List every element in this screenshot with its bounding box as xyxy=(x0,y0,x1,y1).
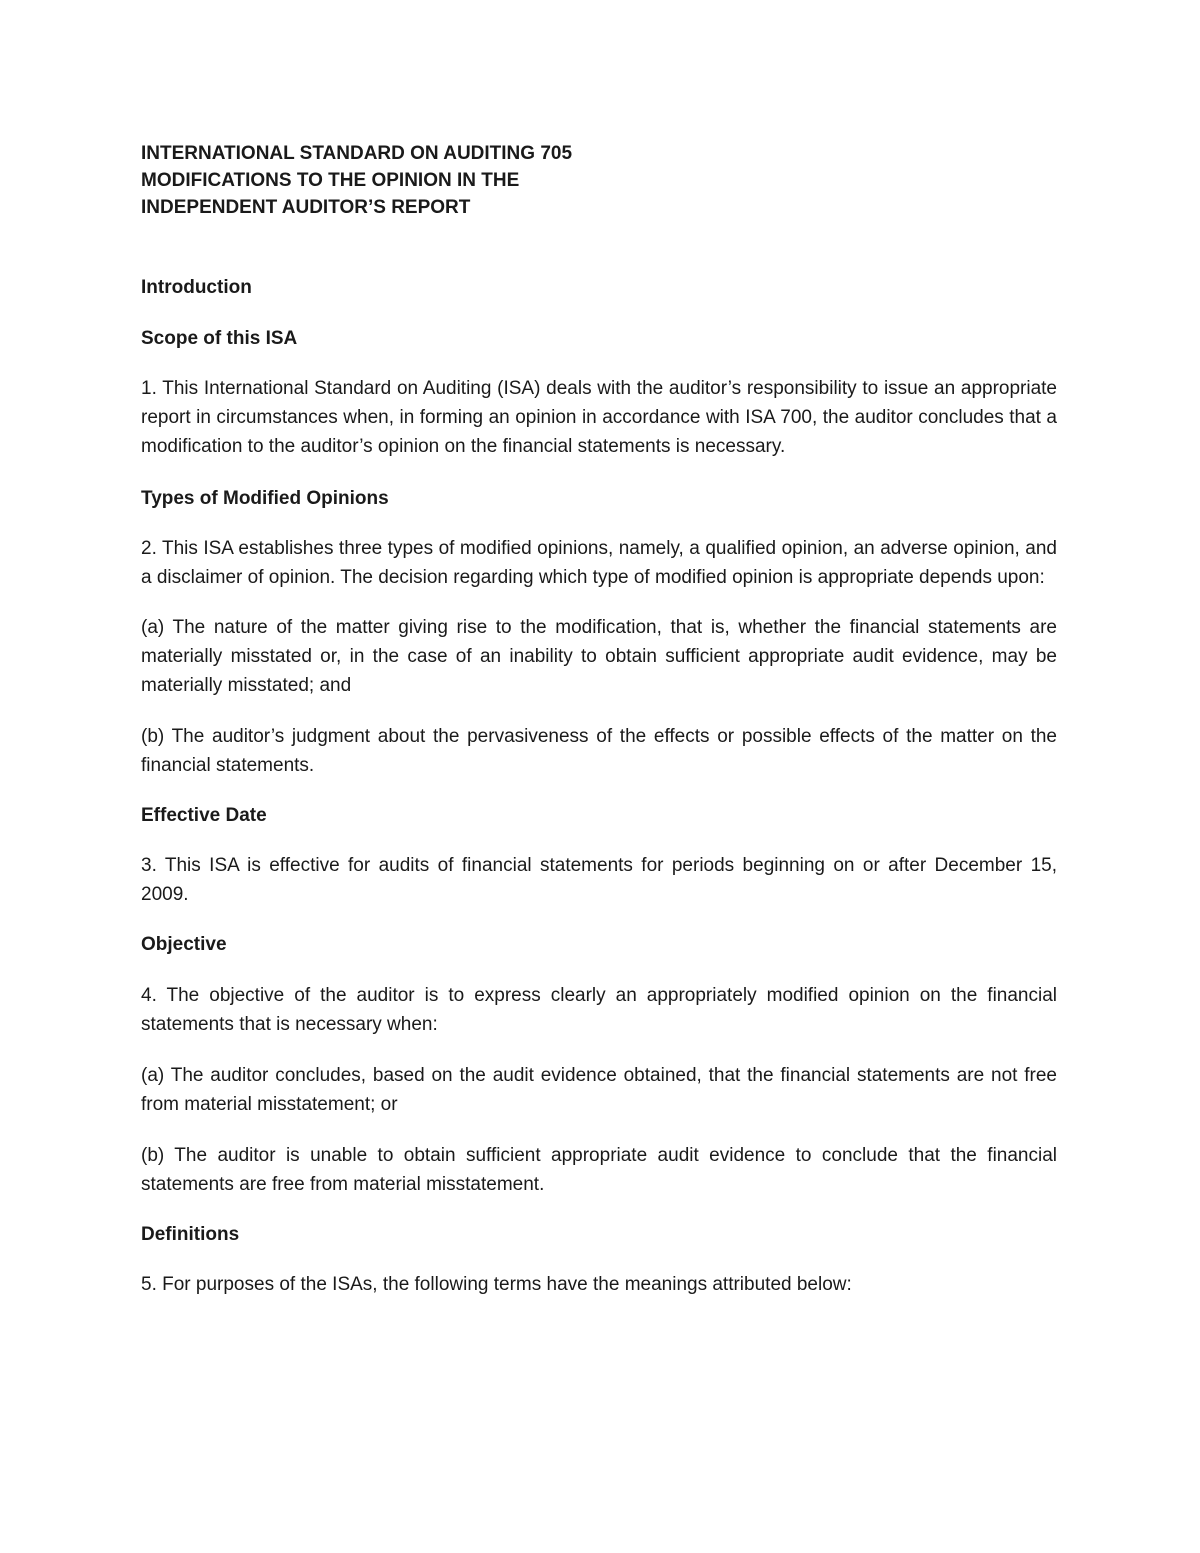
paragraph-4b: (b) The auditor is unable to obtain sufficient appropriate audit evidence to conclude that the financial statements are free from material misstatement. xyxy=(141,1145,1057,1195)
paragraph-2b: (b) The auditor’s judgment about the pervasiveness of the effects or possible effects of the matter on the financial statements. xyxy=(141,726,1057,776)
paragraph-4a: (a) The auditor concludes, based on the audit evidence obtained, that the financial statements are not free from material misstatement; or xyxy=(141,1065,1057,1115)
paragraph-1: 1. This International Standard on Auditing (ISA) deals with the auditor’s responsibility to issue an appropriate report in circumstances when, in forming an opinion in accordance with ISA 700, the auditor concludes that a modification to the auditor’s opinion on the financial statements is necessary. xyxy=(141,378,1057,457)
paragraph-4: 4. The objective of the auditor is to express clearly an appropriately modified opinion on the financial statements that is necessary when: xyxy=(141,985,1057,1035)
heading-types-of-modified-opinions: Types of Modified Opinions xyxy=(141,488,389,509)
paragraph-5: 5. For purposes of the ISAs, the following terms have the meanings attributed below: xyxy=(141,1274,852,1295)
heading-objective: Objective xyxy=(141,934,227,955)
paragraph-2a: (a) The nature of the matter giving rise to the modification, that is, whether the financial statements are materially misstated or, in the case of an inability to obtain sufficient appropriate audit evidence, may be materially misstated; and xyxy=(141,617,1057,696)
document-body xyxy=(141,140,1057,1299)
heading-definitions: Definitions xyxy=(141,1224,240,1245)
paragraph-2: 2. This ISA establishes three types of modified opinions, namely, a qualified opinion, an adverse opinion, and a disclaimer of opinion. The decision regarding which type of modified opinion is appropriate depends upon: xyxy=(141,538,1057,588)
title-line-1: INTERNATIONAL STANDARD ON AUDITING 705 xyxy=(141,143,573,164)
document-title xyxy=(141,140,1057,221)
paragraph-3: 3. This ISA is effective for audits of financial statements for periods beginning on or after December 15, 2009. xyxy=(141,855,1057,905)
title-line-2: MODIFICATIONS TO THE OPINION IN THE xyxy=(141,170,520,191)
heading-effective-date: Effective Date xyxy=(141,805,267,826)
heading-scope: Scope of this ISA xyxy=(141,328,298,349)
heading-introduction: Introduction xyxy=(141,277,252,298)
title-line-3: INDEPENDENT AUDITOR’S REPORT xyxy=(141,197,471,218)
